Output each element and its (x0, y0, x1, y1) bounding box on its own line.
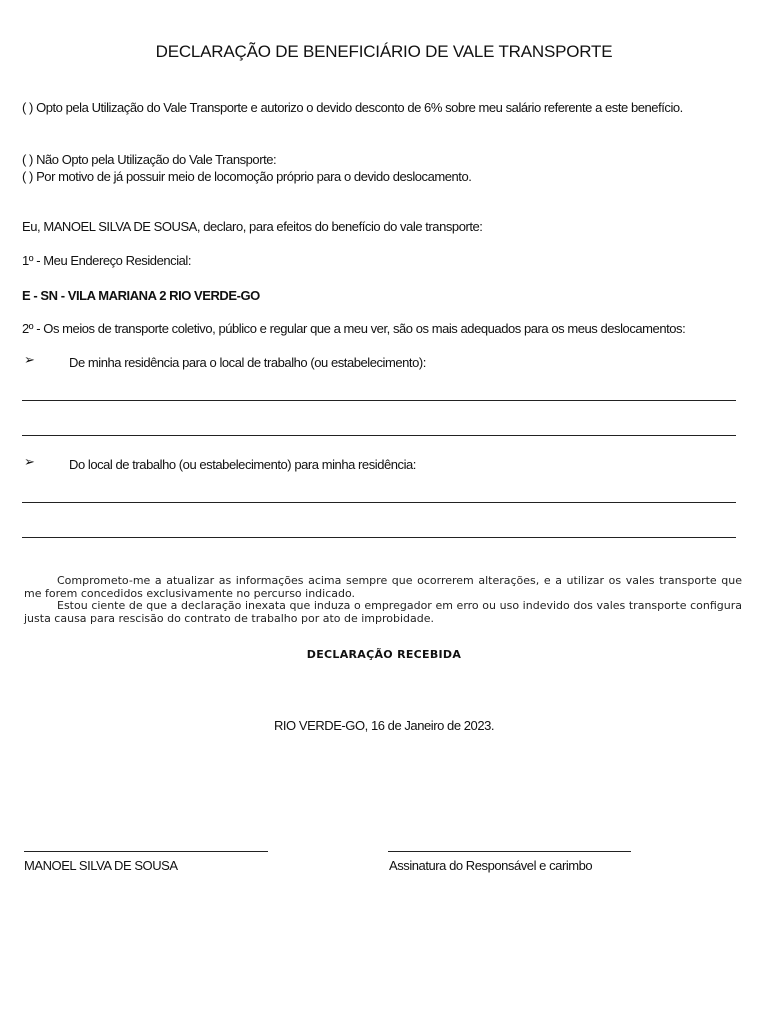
employee-name: MANOEL SILVA DE SOUSA (24, 858, 178, 873)
route-line-1 (22, 400, 736, 401)
commitment-paragraph-2: Estou ciente de que a declaração inexata que induza o empregador em erro ou uso indevido dos vales transporte configura justa causa para rescisão do contrato de trabalho por ato de improbidade. (24, 599, 742, 625)
bullet-arrow-icon: ➢ (24, 455, 35, 470)
declaration-statement: Eu, MANOEL SILVA DE SOUSA, declaro, para efeitos do benefício do vale transporte: (22, 219, 483, 234)
item2-label: 2º - Os meios de transporte coletivo, público e regular que a meu ver, são os mais adequados para os meus deslocamentos: (22, 321, 686, 336)
route-home-to-work-label: De minha residência para o local de trabalho (ou estabelecimento): (69, 355, 426, 370)
responsible-signature-label: Assinatura do Responsável e carimbo (389, 858, 593, 873)
item1-label: 1º - Meu Endereço Residencial: (22, 253, 192, 268)
responsible-signature-line (388, 851, 631, 852)
route-line-4 (22, 537, 736, 538)
document-title: DECLARAÇÃO DE BENEFICIÁRIO DE VALE TRANSPORTE (155, 42, 613, 61)
place-and-date: RIO VERDE-GO, 16 de Janeiro de 2023. (273, 718, 495, 733)
commitment-text (24, 575, 742, 625)
route-line-3 (22, 502, 736, 503)
declaration-received-label: DECLARAÇÃO RECEBIDA (306, 648, 462, 661)
employee-signature-line (24, 851, 268, 852)
bullet-arrow-icon: ➢ (24, 353, 35, 368)
option-reason: ( ) Por motivo de já possuir meio de locomoção próprio para o devido deslocamento. (22, 169, 472, 184)
commitment-paragraph-1: Comprometo-me a atualizar as informações acima sempre que ocorrerem alterações, e a utilizar os vales transporte que me forem concedidos exclusivamente no percurso indicado. (24, 574, 742, 600)
route-work-to-home-label: Do local de trabalho (ou estabelecimento) para minha residência: (69, 457, 416, 472)
option-opt-in: ( ) Opto pela Utilização do Vale Transporte e autorizo o devido desconto de 6% sobre meu salário referente a este benefício. (22, 100, 683, 115)
option-opt-out: ( ) Não Opto pela Utilização do Vale Transporte: (22, 152, 277, 167)
route-line-2 (22, 435, 736, 436)
residential-address: E - SN - VILA MARIANA 2 RIO VERDE-GO (22, 288, 260, 303)
